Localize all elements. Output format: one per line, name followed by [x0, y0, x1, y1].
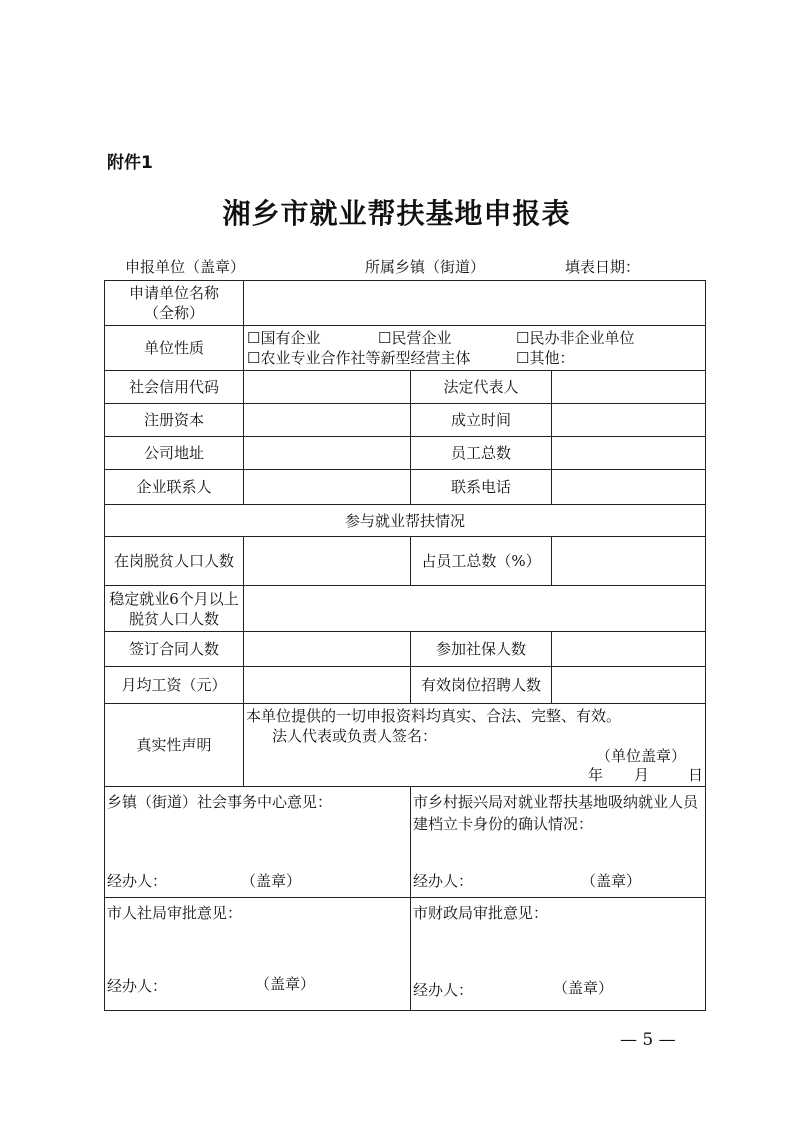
credit-code-label: 社会信用代码	[105, 371, 244, 404]
ratio-field[interactable]	[552, 537, 706, 586]
name-field[interactable]	[244, 281, 706, 326]
checkbox-cooperative[interactable]: ☐农业专业合作社等新型经营主体	[247, 349, 471, 367]
handler-label: 经办人：	[413, 872, 474, 890]
founded-field[interactable]	[552, 404, 706, 437]
declaration-text: 本单位提供的一切申报资料均真实、合法、完整、有效。	[246, 707, 622, 725]
application-form-table	[104, 280, 706, 1011]
ratio-label: 占员工总数（%）	[411, 537, 552, 586]
section-heading: 参与就业帮扶情况	[105, 505, 706, 537]
seal-label: （盖章）	[553, 979, 614, 997]
credit-code-field[interactable]	[244, 371, 411, 404]
handler-label: 经办人：	[107, 872, 168, 890]
seal-label: （盖章）	[241, 872, 302, 890]
phone-label: 联系电话	[411, 470, 552, 505]
finance-opinion-label: 市财政局审批意见：	[413, 904, 549, 922]
checkbox-state-owned[interactable]: ☐国有企业	[247, 329, 321, 347]
page-number: — 5 —	[620, 1030, 676, 1050]
insured-field[interactable]	[552, 632, 706, 667]
contracts-label: 签订合同人数	[105, 632, 244, 667]
header-date: 填表日期：	[565, 258, 641, 276]
rural-opinion-label: 市乡村振兴局对就业帮扶基地吸纳就业人员建档立卡身份的确认情况：	[413, 793, 699, 833]
hrss-opinion-cell[interactable]	[105, 898, 411, 1011]
contact-field[interactable]	[244, 470, 411, 505]
employed-poor-label: 在岗脱贫人口人数	[105, 537, 244, 586]
header-unit: 申报单位（盖章）	[125, 258, 246, 276]
nature-label: 单位性质	[105, 326, 244, 371]
township-opinion-cell[interactable]	[105, 787, 411, 898]
checkbox-private[interactable]: ☐民营企业	[378, 329, 452, 347]
name-label: 申请单位名称 （全称）	[105, 281, 244, 326]
declaration-label: 真实性声明	[105, 704, 244, 787]
month-label: 月	[634, 766, 650, 784]
legal-rep-label: 法定代表人	[411, 371, 552, 404]
address-field[interactable]	[244, 437, 411, 470]
recruit-label: 有效岗位招聘人数	[411, 667, 552, 704]
phone-field[interactable]	[552, 470, 706, 505]
stable-field[interactable]	[244, 586, 706, 632]
unit-seal-label: （单位盖章）	[596, 747, 687, 765]
stable-label: 稳定就业6个月以上 脱贫人口人数	[105, 586, 244, 632]
employees-field[interactable]	[552, 437, 706, 470]
rural-opinion-cell[interactable]	[411, 787, 706, 898]
contracts-field[interactable]	[244, 632, 411, 667]
insured-label: 参加社保人数	[411, 632, 552, 667]
attachment-label: 附件1	[107, 153, 153, 173]
seal-label: （盖章）	[581, 872, 642, 890]
form-title: 湘乡市就业帮扶基地申报表	[222, 197, 571, 230]
capital-field[interactable]	[244, 404, 411, 437]
capital-label: 注册资本	[105, 404, 244, 437]
nature-options	[244, 326, 706, 371]
day-label: 日	[688, 766, 704, 784]
contact-label: 企业联系人	[105, 470, 244, 505]
checkbox-other[interactable]: ☐其他：	[516, 349, 575, 367]
handler-label: 经办人：	[413, 981, 474, 999]
signature-label[interactable]: 法人代表或负责人签名：	[272, 727, 438, 745]
handler-label: 经办人：	[107, 977, 168, 995]
hrss-opinion-label: 市人社局审批意见：	[107, 904, 243, 922]
recruit-field[interactable]	[552, 667, 706, 704]
checkbox-non-enterprise[interactable]: ☐民办非企业单位	[516, 329, 635, 347]
finance-opinion-cell[interactable]	[411, 898, 706, 1011]
address-label: 公司地址	[105, 437, 244, 470]
founded-label: 成立时间	[411, 404, 552, 437]
declaration-cell	[244, 704, 706, 787]
employees-label: 员工总数	[411, 437, 552, 470]
salary-field[interactable]	[244, 667, 411, 704]
salary-label: 月均工资（元）	[105, 667, 244, 704]
employed-poor-field[interactable]	[244, 537, 411, 586]
seal-label: （盖章）	[255, 975, 316, 993]
year-label: 年	[588, 766, 604, 784]
legal-rep-field[interactable]	[552, 371, 706, 404]
header-township: 所属乡镇（街道）	[365, 258, 486, 276]
township-opinion-label: 乡镇（街道）社会事务中心意见：	[107, 793, 333, 811]
